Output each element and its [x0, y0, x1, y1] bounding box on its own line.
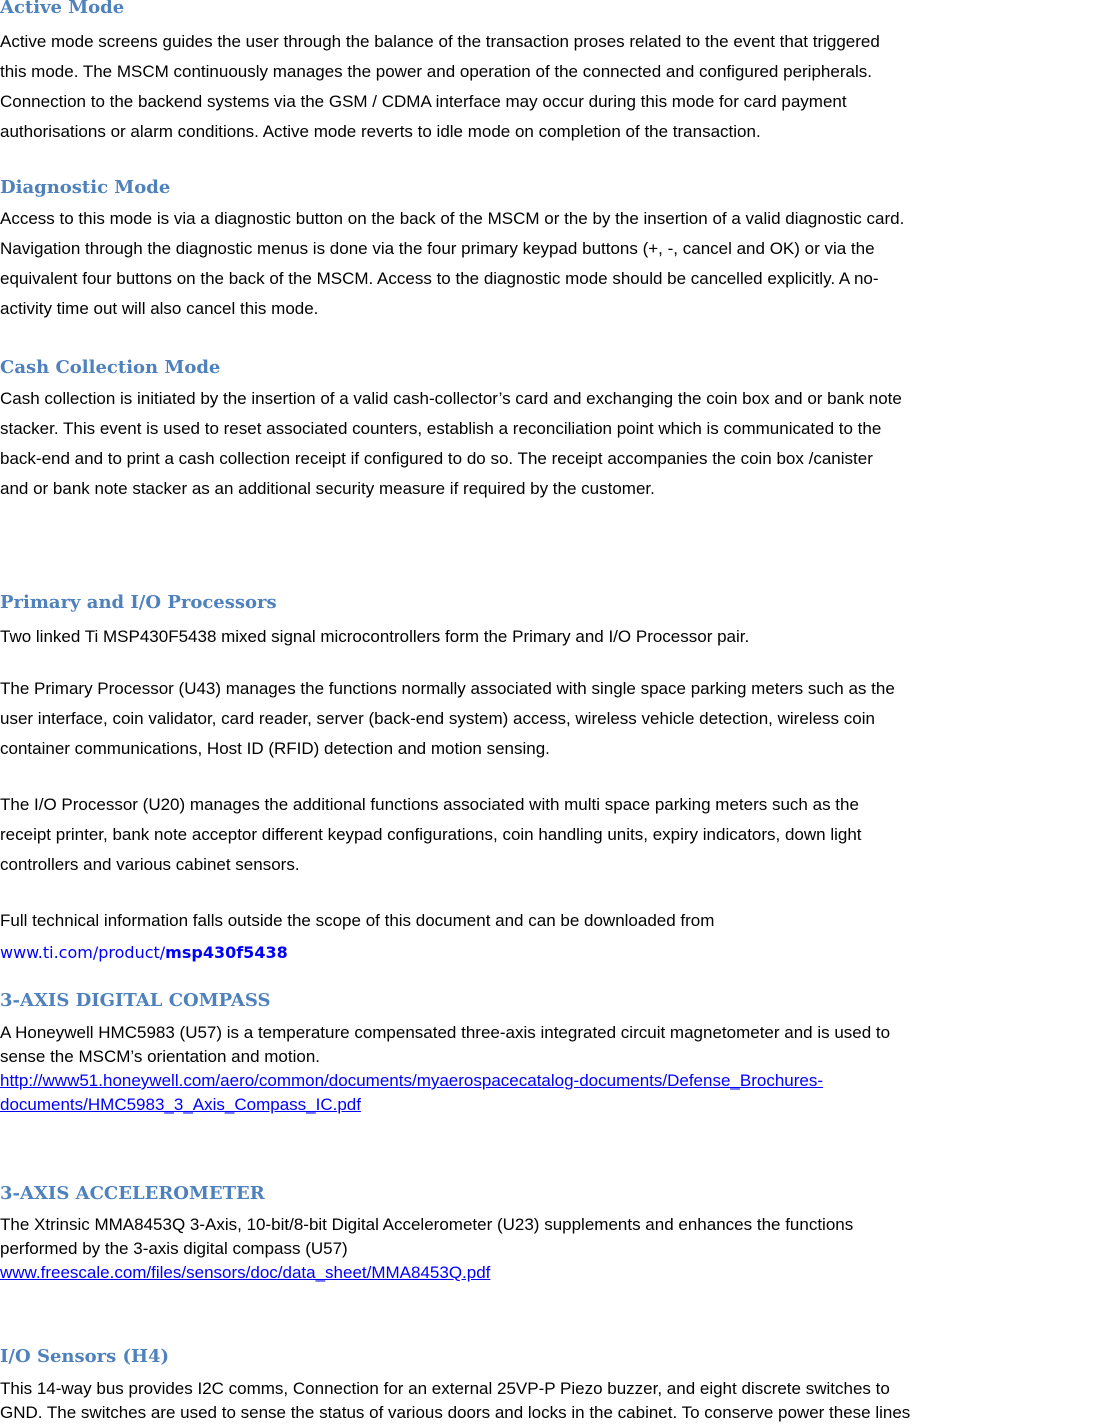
heading-io-sensors: I/O Sensors (H4) — [0, 1346, 170, 1367]
paragraph-io-sensors — [0, 1377, 910, 1425]
paragraph-compass — [0, 1021, 890, 1069]
paragraph-processors-intro — [0, 622, 749, 652]
text-line: Cash collection is initiated by the insertion of a valid cash-collector’s card and exchanging the coin box and or bank note — [0, 389, 902, 408]
text-line: receipt printer, bank note acceptor different keypad configurations, coin handling units, expiry indicators, down light — [0, 825, 862, 844]
heading-processors: Primary and I/O Processors — [0, 592, 277, 613]
heading-compass: 3-AXIS DIGITAL COMPASS — [0, 990, 271, 1011]
paragraph-accelerometer — [0, 1213, 853, 1261]
text-line: GND. The switches are used to sense the status of various doors and locks in the cabinet. To conserve power these lines — [0, 1403, 911, 1422]
paragraph-io-processor — [0, 790, 862, 880]
text-line: controllers and various cabinet sensors. — [0, 855, 300, 874]
freescale-datasheet-link[interactable]: www.freescale.com/files/sensors/doc/data_sheet/MMA8453Q.pdf — [0, 1263, 491, 1282]
text-line: The Xtrinsic MMA8453Q 3-Axis, 10-bit/8-bit Digital Accelerometer (U23) supplements and enhances the functions — [0, 1215, 854, 1234]
text-line: Active mode screens guides the user through the balance of the transaction proses related to the event that triggered — [0, 32, 880, 51]
heading-active-mode: Active Mode — [0, 0, 125, 18]
ti-link-prefix: www.ti.com/product/ — [0, 943, 166, 962]
text-line: performed by the 3-axis digital compass (U57) — [0, 1239, 348, 1258]
paragraph-primary-processor — [0, 674, 895, 764]
ti-product-link[interactable] — [0, 942, 288, 964]
text-line: activity time out will also cancel this mode. — [0, 299, 319, 318]
heading-accelerometer: 3-AXIS ACCELEROMETER — [0, 1183, 265, 1204]
text-line: The I/O Processor (U20) manages the additional functions associated with multi space parking meters such as the — [0, 795, 859, 814]
text-line: and or bank note stacker as an additional security measure if required by the customer. — [0, 479, 655, 498]
text-line: container communications, Host ID (RFID) detection and motion sensing. — [0, 739, 550, 758]
text-line: Connection to the backend systems via the GSM / CDMA interface may occur during this mode for card payment — [0, 92, 847, 111]
paragraph-cash-collection-mode — [0, 384, 902, 504]
text-line: authorisations or alarm conditions. Active mode reverts to idle mode on completion of the transaction. — [0, 122, 761, 141]
text-line: Full technical information falls outside the scope of this document and can be downloaded from — [0, 911, 715, 930]
paragraph-active-mode — [0, 27, 880, 147]
text-line: stacker. This event is used to reset associated counters, establish a reconciliation point which is communicated to the — [0, 419, 882, 438]
ti-link-part-number: msp430f5438 — [165, 943, 288, 962]
text-line: back-end and to print a cash collection receipt if configured to do so. The receipt accompanies the coin box /canister — [0, 449, 873, 468]
text-line: equivalent four buttons on the back of the MSCM. Access to the diagnostic mode should be cancelled explicitly. A no- — [0, 269, 879, 288]
text-line: sense the MSCM’s orientation and motion. — [0, 1047, 321, 1066]
text-line: Two linked Ti MSP430F5438 mixed signal microcontrollers form the Primary and I/O Processor pair. — [0, 627, 750, 646]
paragraph-diagnostic-mode — [0, 204, 904, 324]
text-line: This 14-way bus provides I2C comms, Connection for an external 25VP-P Piezo buzzer, and eight discrete switches to — [0, 1379, 890, 1398]
link-line: http://www51.honeywell.com/aero/common/documents/myaerospacecatalog-documents/Defense_Brochures- — [0, 1071, 824, 1090]
text-line: user interface, coin validator, card reader, server (back-end system) access, wireless vehicle detection, wireless coin — [0, 709, 875, 728]
heading-cash-collection-mode: Cash Collection Mode — [0, 357, 221, 378]
heading-diagnostic-mode: Diagnostic Mode — [0, 177, 171, 198]
text-line: this mode. The MSCM continuously manages the power and operation of the connected and configured peripherals. — [0, 62, 872, 81]
text-line: Navigation through the diagnostic menus is done via the four primary keypad buttons (+, -, cancel and OK) or via the — [0, 239, 875, 258]
text-line: A Honeywell HMC5983 (U57) is a temperature compensated three-axis integrated circuit magnetometer and is used to — [0, 1023, 891, 1042]
honeywell-datasheet-link[interactable] — [0, 1069, 823, 1117]
paragraph-full-info — [0, 906, 714, 936]
text-line: Access to this mode is via a diagnostic button on the back of the MSCM or the by the insertion of a valid diagnostic card. — [0, 209, 905, 228]
text-line: The Primary Processor (U43) manages the functions normally associated with single space parking meters such as the — [0, 679, 895, 698]
link-line: documents/HMC5983_3_Axis_Compass_IC.pdf — [0, 1095, 361, 1114]
